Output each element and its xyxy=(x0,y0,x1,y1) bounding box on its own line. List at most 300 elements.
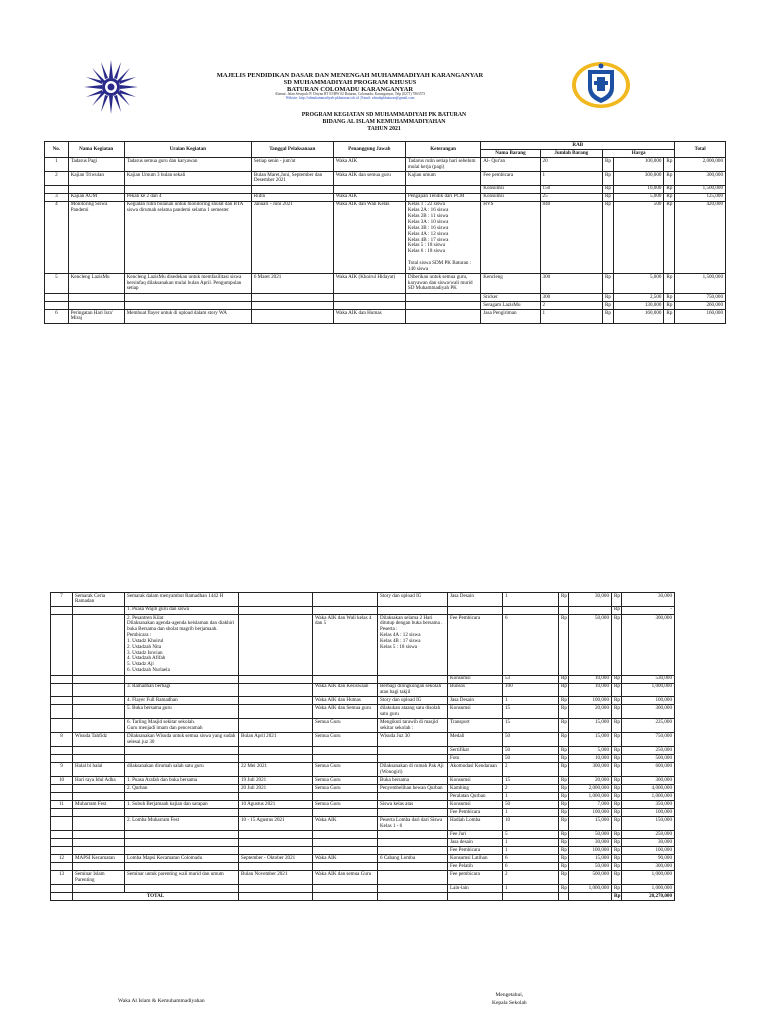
cell-total: 160,000 xyxy=(675,309,726,323)
cell-harga: 50,000 xyxy=(569,863,612,871)
cell-tanggal: Rutin xyxy=(251,193,333,201)
cell-rp2: Rp xyxy=(612,683,622,697)
table-row xyxy=(51,885,675,893)
cell-tanggal xyxy=(239,847,313,855)
cell-uraian xyxy=(125,885,239,893)
cell-jumlah: 15 xyxy=(503,777,559,785)
cell-total: 2,000,000 xyxy=(675,158,726,172)
cell-no: 8 xyxy=(51,733,73,747)
cell-ket xyxy=(405,185,480,193)
cell-jumlah: 1 xyxy=(503,847,559,855)
cell-nama xyxy=(73,755,125,763)
cell-total: 530,000 xyxy=(622,675,675,683)
cell-nama xyxy=(73,831,125,839)
cell-tanggal xyxy=(239,831,313,839)
cell-jumlah: 2 xyxy=(540,301,602,309)
cell-total: 300,000 xyxy=(675,171,726,185)
cell-jumlah: 2 xyxy=(503,785,559,793)
cell-uraian: Kajian Umum 3 bulan sekali xyxy=(124,171,251,185)
cell-nama: Halal bi halal xyxy=(73,763,125,777)
cell-uraian: 1. Puasa Wajib guru dan siswa xyxy=(125,606,239,614)
cell-rp1: Rp xyxy=(603,293,614,301)
cell-no: 6 xyxy=(45,309,69,323)
cell-uraian: 3. Ramadhan berbagi xyxy=(125,683,239,697)
cell-barang: Konsumsi xyxy=(448,777,503,785)
cell-harga: 10,000 xyxy=(613,185,664,193)
cell-rp2: Rp xyxy=(664,171,675,185)
cell-no xyxy=(51,719,73,733)
cell-pj xyxy=(313,885,378,893)
document-title xyxy=(0,112,768,133)
title-line2: BIDANG AL ISLAM KEMUHAMMADIYAHAN xyxy=(322,118,446,125)
cell-nama xyxy=(73,705,125,719)
cell-rp1: Rp xyxy=(559,817,569,831)
cell-jumlah: 1 xyxy=(503,839,559,847)
cell-total: 30,000 xyxy=(622,839,675,847)
cell-rp2: Rp xyxy=(612,777,622,785)
cell-harga: 10,000 xyxy=(569,755,612,763)
cell-no: 3 xyxy=(45,193,69,201)
cell-rp2: Rp xyxy=(664,301,675,309)
cell-no xyxy=(51,847,73,855)
cell-tanggal: Januari - Juni 2021 xyxy=(251,201,333,273)
cell-nama: Seminar Islam Parenting xyxy=(73,871,125,885)
cell-barang: Bunsos xyxy=(448,683,503,697)
cell-uraian: 5. Buka bersama guru xyxy=(125,705,239,719)
cell-pj: Semua Guru xyxy=(313,801,378,809)
col-rab: RAB xyxy=(481,142,675,150)
cell-barang: Fee pembicara xyxy=(481,171,540,185)
cell-harga: 10,000 xyxy=(569,675,612,683)
cell-tanggal xyxy=(239,614,313,675)
cell-jumlah: 6 xyxy=(503,614,559,675)
table-row xyxy=(51,755,675,763)
cell-total: 1,000,000 xyxy=(622,871,675,885)
cell-harga: 15,000 xyxy=(569,855,612,863)
cell-barang: Konsumsi Latihan xyxy=(448,855,503,863)
cell-jumlah: 15 xyxy=(503,719,559,733)
cell-ket: Kelas 1 : 22 siswa Kelas 2A : 16 siswa Kelas 2B : 11 siswa Kelas 3A : 10 siswa Kelas 3B : 16 siswa Kelas 4A : 12 siswa Kelas 4B : 17 siswa Kelas 5 : 18 siswa Kelas 6 : 18 siswa Total siswa SDM PK Baturan : 140 siswa xyxy=(405,201,480,273)
cell-ket: Buka bersama xyxy=(378,777,448,785)
cell-nama xyxy=(73,747,125,755)
cell-no xyxy=(51,793,73,801)
cell-barang: Medali xyxy=(448,733,503,747)
cell-no xyxy=(51,839,73,847)
cell-jumlah: 50 xyxy=(503,733,559,747)
cell-pj: Semua Guru xyxy=(313,785,378,793)
table-row xyxy=(45,274,726,294)
cell-ket: Diberikan untuk semua guru, karyawan dan siswa/wali murid SD Muhammadiyah PK xyxy=(405,274,480,294)
cell-total: 300,000 xyxy=(622,614,675,675)
cell-nama: Monitoring Siswa Pandemi xyxy=(68,201,124,273)
cell-uraian: 6. Tarling Masjid sekitar sekolah. Guru menjadi imam dan penceramah xyxy=(125,719,239,733)
cell-nama xyxy=(73,885,125,893)
col-total: Total xyxy=(675,142,726,158)
cell-pj: Waka AIK xyxy=(333,193,405,201)
cell-rp2: Rp xyxy=(612,871,622,885)
cell-nama xyxy=(73,614,125,675)
cell-uraian: Dilaksanakan Wisuda untuk semua siswa yang sudah selesai juz 30 xyxy=(125,733,239,747)
cell-ket: Dilaksanakan di rumah Pak Aji (Wonogiri) xyxy=(378,763,448,777)
cell-harga: 30,000 xyxy=(569,839,612,847)
cell-nama xyxy=(73,785,125,793)
table-row xyxy=(51,614,675,675)
cell-uraian xyxy=(125,839,239,847)
cell-barang: HVS xyxy=(481,201,540,273)
cell-uraian xyxy=(124,293,251,301)
cell-no xyxy=(51,863,73,871)
cell-pj: Waka AIK dan semua guru xyxy=(333,171,405,185)
cell-ket xyxy=(378,747,448,755)
cell-rp2: Rp xyxy=(664,309,675,323)
cell-uraian: 1. Subuh Berjamaah kajian dan sarapan xyxy=(125,801,239,809)
cell-rp1 xyxy=(559,606,569,614)
cell-rp2: Rp xyxy=(612,697,622,705)
cell-nama xyxy=(73,817,125,831)
cell-no xyxy=(51,697,73,705)
cell-pj: Waka AIK dan Humas xyxy=(313,697,378,705)
cell-no xyxy=(51,831,73,839)
cell-no xyxy=(51,885,73,893)
cell-total: 225,000 xyxy=(622,719,675,733)
cell-rp2: Rp xyxy=(612,747,622,755)
table-row xyxy=(45,293,726,301)
col-tanggal: Tanggal Pelaksanaan xyxy=(251,142,333,158)
cell-ket xyxy=(405,309,480,323)
cell-no xyxy=(45,301,69,309)
cell-pj: Waka AIK dan semua Guru xyxy=(313,871,378,885)
muhammadiyah-logo xyxy=(82,58,140,116)
table-row xyxy=(51,839,675,847)
col-pj: Penanggung Jawab xyxy=(333,142,405,158)
cell-ket: Mengikuti tarawih di masjid sekitar sekolah : xyxy=(378,719,448,733)
cell-tanggal xyxy=(239,863,313,871)
cell-total: 250,000 xyxy=(622,831,675,839)
table-row xyxy=(45,201,726,273)
cell-barang: Lain-lain xyxy=(448,885,503,893)
program-table-part1 xyxy=(44,141,726,324)
title-line1: PROGRAM KEGIATAN SD MUHAMMADIYAH PK BATURAN xyxy=(301,112,467,118)
cell-rp1: Rp xyxy=(603,301,614,309)
cell-barang: Fee Pelatih xyxy=(448,863,503,871)
cell-pj xyxy=(333,301,405,309)
cell-jumlah: 2 xyxy=(503,763,559,777)
cell-rp2: Rp xyxy=(612,809,622,817)
cell-jumlah: 50 xyxy=(503,755,559,763)
cell-ket: Dilaksakan selama 2 Hari ditutup dengan buka bersama . Peserta : Kelas 4A : 12 siswa Kelas 4B : 17 siswa Kelas 5 : 18 siswa xyxy=(378,614,448,675)
cell-uraian xyxy=(125,863,239,871)
cell-rp1: Rp xyxy=(603,201,614,273)
col-harga: Harga xyxy=(603,150,675,158)
cell-rp1: Rp xyxy=(559,777,569,785)
cell-total: 150,000 xyxy=(622,817,675,831)
cell-tanggal xyxy=(251,293,333,301)
cell-harga: 30,000 xyxy=(569,593,612,607)
cell-total: 1,500,000 xyxy=(675,274,726,294)
cell-rp1: Rp xyxy=(559,763,569,777)
cell-total: 750,000 xyxy=(622,733,675,747)
cell-no xyxy=(51,606,73,614)
cell-pj: Semua Guru xyxy=(313,733,378,747)
cell-nama xyxy=(73,793,125,801)
cell-rp2: Rp xyxy=(612,675,622,683)
table-row xyxy=(51,855,675,863)
cell-rp1: Rp xyxy=(559,755,569,763)
cell-harga: 20,000 xyxy=(569,777,612,785)
cell-harga: 130,000 xyxy=(613,301,664,309)
cell-ket: Tadarus rutin setiap hari sebelum mulai kerja (pagi) xyxy=(405,158,480,172)
cell-total: 250,000 xyxy=(622,747,675,755)
cell-barang: Fee Pembicara xyxy=(448,614,503,675)
cell-jumlah: 1 xyxy=(540,171,602,185)
cell-uraian xyxy=(125,809,239,817)
cell-jumlah: 6 xyxy=(503,855,559,863)
cell-jumlah: 1 xyxy=(503,697,559,705)
cell-ket xyxy=(378,847,448,855)
table-row xyxy=(45,171,726,185)
cell-pj: Waka AIK dan Wali Kelas xyxy=(333,201,405,273)
cell-no: 12 xyxy=(51,855,73,863)
cell-no: 5 xyxy=(45,274,69,294)
letterhead xyxy=(150,72,550,101)
cell-barang: Konsumsi xyxy=(448,675,503,683)
table-row xyxy=(51,606,675,614)
cell-nama xyxy=(68,293,124,301)
cell-nama: Semarak Ceria Ramadan xyxy=(73,593,125,607)
cell-tanggal: September - Oktober 2021 xyxy=(239,855,313,863)
table-row xyxy=(51,705,675,719)
cell-harga: 15,000 xyxy=(569,719,612,733)
cell-barang: Fee pembicara xyxy=(448,871,503,885)
cell-tanggal xyxy=(239,719,313,733)
cell-nama xyxy=(68,301,124,309)
total-row xyxy=(51,893,675,901)
cell-pj xyxy=(313,847,378,855)
cell-total: 100,000 xyxy=(622,809,675,817)
school-emblem-logo xyxy=(570,60,632,110)
cell-total: 1,000,000 xyxy=(622,683,675,697)
cell-no xyxy=(51,817,73,831)
cell-rp2: Rp xyxy=(612,785,622,793)
cell-harga: 100,000 xyxy=(569,847,612,855)
cell-pj xyxy=(313,747,378,755)
cell-tanggal xyxy=(239,683,313,697)
cell-tanggal xyxy=(251,309,333,323)
cell-ket xyxy=(378,885,448,893)
cell-uraian: Seminar untuk parenting wali murid dan umum xyxy=(125,871,239,885)
col-no: No. xyxy=(45,142,69,158)
cell-jumlah: 25 xyxy=(540,193,602,201)
cell-nama: Kajian AUM xyxy=(68,193,124,201)
col-uraian: Uraian Kegiatan xyxy=(124,142,251,158)
col-barang: Nama Barang xyxy=(481,150,540,158)
cell-rp1: Rp xyxy=(559,885,569,893)
cell-no xyxy=(51,747,73,755)
cell-jumlah: 50 xyxy=(503,747,559,755)
cell-rp2: Rp xyxy=(612,801,622,809)
cell-rp2: Rp xyxy=(664,293,675,301)
table-row xyxy=(51,675,675,683)
cell-uraian: Semarak dalam menyambut Ramadhan 1442 H xyxy=(125,593,239,607)
cell-rp1: Rp xyxy=(603,158,614,172)
cell-uraian xyxy=(125,847,239,855)
cell-ket: Siswa kelas atas xyxy=(378,801,448,809)
cell-barang: Jasa Desain xyxy=(448,593,503,607)
cell-rp2: Rp xyxy=(612,847,622,855)
cell-rp1: Rp xyxy=(559,809,569,817)
cell-jumlah: 300 xyxy=(540,293,602,301)
cell-harga: 100,000 xyxy=(613,158,664,172)
cell-barang: Konsumsi xyxy=(448,705,503,719)
cell-no xyxy=(51,755,73,763)
cell-rp1: Rp xyxy=(559,785,569,793)
cell-rp1: Rp xyxy=(559,675,569,683)
cell-nama: MAPSI Kecamatan xyxy=(73,855,125,863)
cell-total: 600,000 xyxy=(622,763,675,777)
cell-pj xyxy=(313,675,378,683)
cell-barang: Fee Juri xyxy=(448,831,503,839)
cell-rp1: Rp xyxy=(559,831,569,839)
cell-total: 350,000 xyxy=(622,801,675,809)
cell-pj: Waka AIK xyxy=(313,855,378,863)
cell-pj xyxy=(313,863,378,871)
cell-total: - xyxy=(622,606,675,614)
cell-ket xyxy=(378,755,448,763)
cell-uraian xyxy=(124,185,251,193)
cell-pj xyxy=(313,606,378,614)
cell-ket: Kajian umum xyxy=(405,171,480,185)
cell-no xyxy=(45,293,69,301)
table-row xyxy=(51,697,675,705)
cell-harga: 5,000 xyxy=(613,193,664,201)
cell-rp2: Rp xyxy=(612,719,622,733)
cell-jumlah: 1 xyxy=(503,885,559,893)
cell-ket: Peserta Lomba dari dari Siswa Kelas 1 - 6 xyxy=(378,817,448,831)
letterhead-line2: SD MUHAMMADIYAH PROGRAM KHUSUS xyxy=(283,79,417,87)
cell-total: 100,000 xyxy=(622,847,675,855)
cell-rp2: Rp xyxy=(612,863,622,871)
cell-barang: Jasa Pengiriman xyxy=(481,309,540,323)
cell-ket xyxy=(378,809,448,817)
cell-rp1: Rp xyxy=(603,185,614,193)
cell-pj: Semua Guru xyxy=(313,719,378,733)
cell-no: 10 xyxy=(51,777,73,785)
cell-tanggal: Bulan Maret,Juni, September dan Desember 2021 xyxy=(251,171,333,185)
cell-jumlah: 1 xyxy=(540,309,602,323)
table-row xyxy=(51,863,675,871)
cell-ket: 6 Cabang Lomba xyxy=(378,855,448,863)
program-table-part2 xyxy=(50,592,675,901)
cell-harga: 160,000 xyxy=(613,309,664,323)
cell-nama: Wisuda Tahfidz xyxy=(73,733,125,747)
cell-rp2: Rp xyxy=(612,755,622,763)
cell-pj: Waka AIK dan Kesiswaan xyxy=(313,683,378,697)
cell-tanggal xyxy=(251,301,333,309)
cell-harga: 100,000 xyxy=(569,809,612,817)
cell-jumlah: 1 xyxy=(503,593,559,607)
letterhead-line3: BATURAN COLOMADU KARANGANYAR xyxy=(286,86,414,94)
cell-nama xyxy=(73,847,125,855)
cell-rp2: Rp xyxy=(612,614,622,675)
cell-uraian xyxy=(125,747,239,755)
cell-pj xyxy=(313,831,378,839)
cell-tanggal xyxy=(239,793,313,801)
cell-tanggal: 22 Mei 2021 xyxy=(239,763,313,777)
cell-barang: Jasa Desain xyxy=(448,697,503,705)
cell-rp1: Rp xyxy=(559,614,569,675)
cell-uraian xyxy=(125,793,239,801)
cell-nama: Kencleng LazisMu xyxy=(68,274,124,294)
cell-harga: 20,000 xyxy=(569,705,612,719)
cell-tanggal: 10 Agustus 2021 xyxy=(239,801,313,809)
cell-nama xyxy=(73,683,125,697)
cell-uraian: dilaksanakan dirumah salah satu guru xyxy=(125,763,239,777)
cell-uraian xyxy=(125,755,239,763)
cell-tanggal xyxy=(239,697,313,705)
cell-rp1: Rp xyxy=(559,871,569,885)
cell-total: 125,000 xyxy=(675,193,726,201)
cell-rp1: Rp xyxy=(559,839,569,847)
cell-pj: Waka AIK dan Semua guru xyxy=(313,705,378,719)
cell-total: 1,500,000 xyxy=(675,185,726,193)
cell-total: 30,000 xyxy=(622,593,675,607)
cell-uraian: Kencleng LazisMu disedekan untuk memfasilitasi siswa bersinfaq dilaksanakan mulai bulan April. Pengumpulan setiap xyxy=(124,274,251,294)
cell-ket: dilakukan ataang satu disolah satu guru xyxy=(378,705,448,719)
col-jumlah: Jumlah Barang xyxy=(540,150,602,158)
cell-rp1: Rp xyxy=(559,747,569,755)
cell-harga: 100,000 xyxy=(569,697,612,705)
cell-nama xyxy=(73,719,125,733)
cell-ket xyxy=(405,293,480,301)
table-row xyxy=(51,763,675,777)
cell-nama xyxy=(73,863,125,871)
cell-no xyxy=(51,705,73,719)
cell-rp2: Rp xyxy=(612,885,622,893)
table-row xyxy=(51,817,675,831)
table-row xyxy=(51,593,675,607)
cell-rp2: Rp xyxy=(664,193,675,201)
cell-tanggal xyxy=(239,593,313,607)
cell-barang: Sticker xyxy=(481,293,540,301)
cell-rp1: Rp xyxy=(559,733,569,747)
cell-rp1: Rp xyxy=(603,309,614,323)
cell-rp1: Rp xyxy=(559,801,569,809)
table-row xyxy=(45,158,726,172)
cell-pj: Semua Guru xyxy=(313,777,378,785)
cell-uraian: Kegiatan rutin bulanan untuk monitoring sholat dan BTA siswa dirumah selama pandemi selama 1 semester xyxy=(124,201,251,273)
table-row xyxy=(51,793,675,801)
cell-pj xyxy=(313,793,378,801)
cell-pj: Waka AIK xyxy=(313,817,378,831)
table-row xyxy=(45,185,726,193)
cell-tanggal: 20 Juli 2021 xyxy=(239,785,313,793)
cell-tanggal: 19 Juli 2021 xyxy=(239,777,313,785)
cell-barang: Transport xyxy=(448,719,503,733)
cell-no xyxy=(51,683,73,697)
cell-total: 300,000 xyxy=(622,777,675,785)
cell-nama: Muharram Fest xyxy=(73,801,125,809)
cell-pj xyxy=(333,185,405,193)
table-row xyxy=(51,777,675,785)
cell-uraian: Membuat flayer untuk di upload dalam story WA xyxy=(124,309,251,323)
cell-barang: Akomodasi Kendaraan xyxy=(448,763,503,777)
cell-ket: Pengajian Tendik dari PCM xyxy=(405,193,480,201)
cell-harga: 10,000 xyxy=(569,683,612,697)
cell-harga: 5,000 xyxy=(613,274,664,294)
cell-rp1: Rp xyxy=(559,847,569,855)
cell-barang: Al- Qur'an xyxy=(481,158,540,172)
table-row xyxy=(51,871,675,885)
